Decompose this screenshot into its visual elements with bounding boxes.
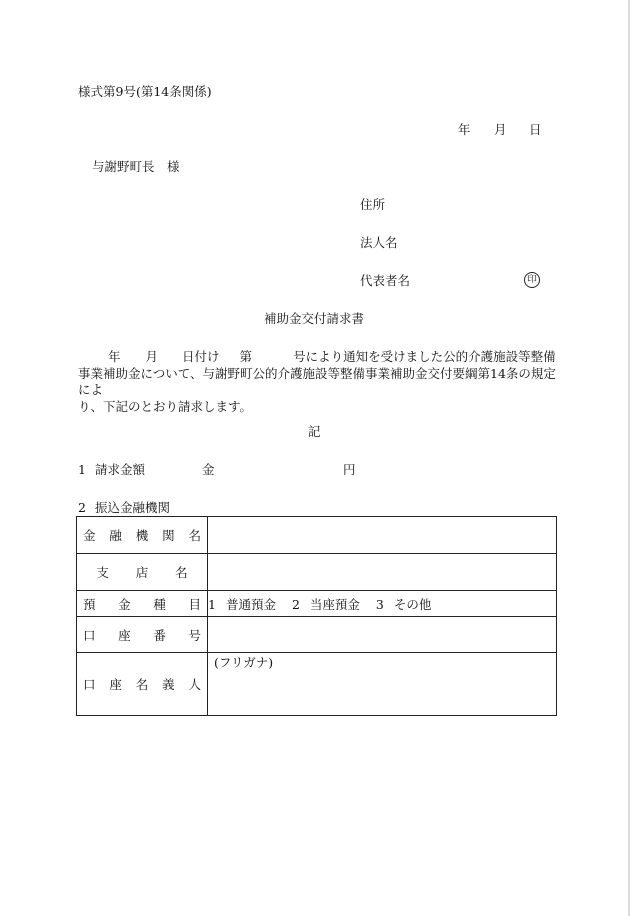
account-number-field[interactable] xyxy=(208,617,557,653)
account-holder-field[interactable] xyxy=(208,653,557,716)
account-number-label: 口 座 番 号 xyxy=(77,617,208,653)
section2-number: 2 xyxy=(78,500,86,515)
table-row xyxy=(77,653,557,716)
body-line-2: 事業補助金について、与謝野町公的介護施設等整備事業補助金交付要綱第14条の規定によ xyxy=(78,365,556,397)
seal-mark: 印 xyxy=(524,272,540,288)
request-body-text xyxy=(78,349,558,415)
deposit-option-other[interactable]: 3 その他 xyxy=(375,596,432,612)
body-dai: 第 xyxy=(239,349,253,364)
body-month: 月 xyxy=(145,349,159,364)
body-line-1 xyxy=(78,349,558,366)
bank-account-table xyxy=(76,516,557,716)
deposit-type-options xyxy=(208,591,557,617)
deposit-type-label: 預 金 種 目 xyxy=(77,591,208,617)
table-row xyxy=(77,517,557,554)
section2-label: 振込金融機関 xyxy=(95,500,171,515)
account-holder-label: 口 座 名 義 人 xyxy=(77,653,208,716)
body-go-line: 号により通知を受けました公的介護施設等整備 xyxy=(293,349,556,364)
ki-heading: 記 xyxy=(308,424,321,439)
deposit-option-current[interactable]: 2 当座預金 xyxy=(291,596,360,612)
date-year-label: 年 xyxy=(458,122,471,137)
furigana-label: (フリガナ) xyxy=(214,655,274,670)
address-label: 住所 xyxy=(360,197,386,212)
corporation-name-label: 法人名 xyxy=(360,235,398,250)
table-row xyxy=(77,591,557,617)
date-month-label: 月 xyxy=(494,122,507,137)
bank-name-field[interactable] xyxy=(208,517,557,554)
section1-label: 請求金額 xyxy=(95,462,146,477)
amount-kin-label: 金 xyxy=(202,462,215,477)
table-row xyxy=(77,617,557,653)
table-row xyxy=(77,554,557,591)
section1-number: 1 xyxy=(78,462,86,477)
date-day-label: 日 xyxy=(529,122,542,137)
document-title: 補助金交付請求書 xyxy=(264,311,365,326)
representative-label: 代表者名 xyxy=(360,273,411,288)
addressee: 与謝野町長 様 xyxy=(92,159,180,174)
branch-name-label: 支 店 名 xyxy=(77,554,208,591)
form-number: 様式第9号(第14条関係) xyxy=(78,84,212,99)
bank-name-label: 金 融 機 関 名 xyxy=(77,517,208,554)
body-line-3: り、下記のとおり請求します。 xyxy=(78,398,253,414)
amount-yen-label: 円 xyxy=(343,462,356,477)
branch-name-field[interactable] xyxy=(208,554,557,591)
body-year: 年 xyxy=(108,349,121,364)
deposit-option-ordinary[interactable]: 1 普通預金 xyxy=(208,596,276,612)
body-date: 日付け xyxy=(182,349,220,364)
